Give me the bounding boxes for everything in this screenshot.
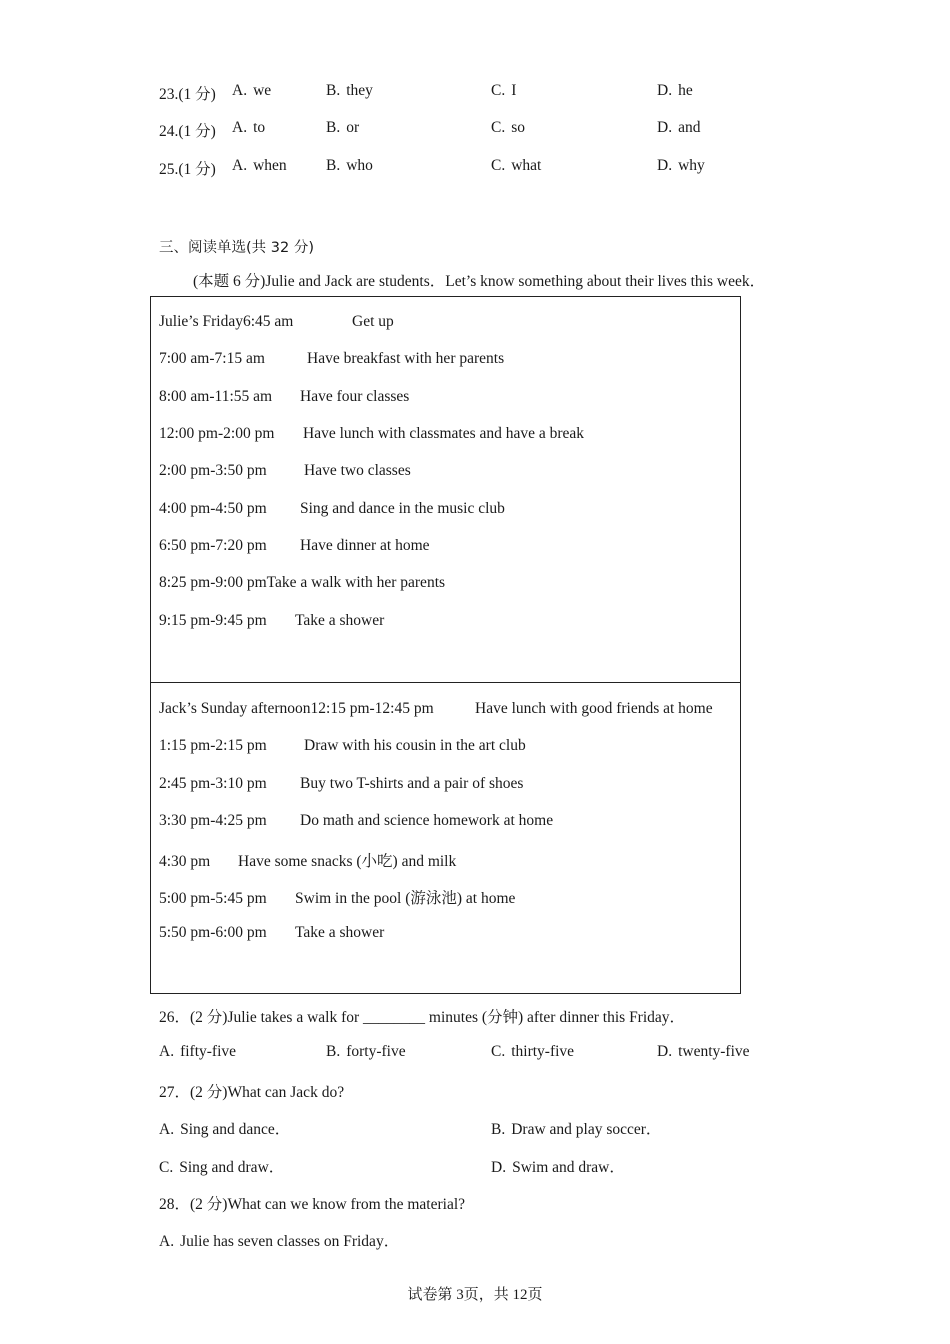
option-a[interactable]: A. we: [232, 82, 272, 99]
schedule-row: 7:00 am-7:15 am Have breakfast with her parents: [159, 350, 505, 367]
section-title: 三、阅读单选(共 32 分): [159, 240, 314, 256]
question-number: 23.(1 分): [159, 86, 216, 103]
option-c[interactable]: C. so: [491, 119, 526, 136]
option-c[interactable]: C. Sing and draw．: [159, 1159, 285, 1176]
schedule-row: 4:00 pm-4:50 pm Sing and dance in the music club: [159, 500, 505, 517]
schedule-row: 1:15 pm-2:15 pm Draw with his cousin in the art club: [159, 737, 526, 754]
schedule-row: 8:25 pm-9:00 pmTake a walk with her parents: [159, 574, 446, 591]
schedule-row: 8:00 am-11:55 am Have four classes: [159, 388, 410, 405]
schedule-row: 9:15 pm-9:45 pm Take a shower: [159, 612, 385, 629]
schedule-row: 4:30 pm Have some snacks (小吃) and milk: [159, 853, 457, 870]
page-footer: 试卷第 3页，共 12页: [407, 1287, 543, 1303]
option-a[interactable]: A. fifty-five: [159, 1043, 237, 1060]
schedule-row: Julie’s Friday6:45 am Get up: [159, 313, 394, 330]
schedule-row: Jack’s Sunday afternoon12:15 pm-12:45 pm Have lunch with good friends at home: [159, 700, 713, 717]
schedule-row: 5:50 pm-6:00 pm Take a shower: [159, 924, 385, 941]
question-number: 25.(1 分): [159, 161, 216, 178]
schedule-row: 2:45 pm-3:10 pm Buy two T-shirts and a pair of shoes: [159, 775, 524, 792]
question-number: 24.(1 分): [159, 123, 216, 140]
option-a[interactable]: A. Julie has seven classes on Friday．: [159, 1233, 400, 1250]
option-d[interactable]: D. twenty-five: [657, 1043, 750, 1060]
option-d[interactable]: D. he: [657, 82, 693, 99]
option-c[interactable]: C. thirty-five: [491, 1043, 575, 1060]
question-stem: 27．(2 分)What can Jack do?: [159, 1084, 345, 1101]
schedule-row: 2:00 pm-3:50 pm Have two classes: [159, 462, 411, 479]
option-d[interactable]: D. Swim and draw．: [491, 1159, 625, 1176]
option-d[interactable]: D. and: [657, 119, 701, 136]
question-stem: 28．(2 分)What can we know from the material?: [159, 1196, 466, 1213]
option-b[interactable]: B. they: [326, 82, 373, 99]
option-a[interactable]: A. when: [232, 157, 287, 174]
schedule-row: 12:00 pm-2:00 pm Have lunch with classmates and have a break: [159, 425, 585, 442]
option-b[interactable]: B. Draw and play soccer．: [491, 1121, 662, 1138]
table-divider: [150, 682, 741, 683]
option-c[interactable]: C. what: [491, 157, 542, 174]
option-b[interactable]: B. or: [326, 119, 360, 136]
question-stem: 26．(2 分)Julie takes a walk for ________ minutes (分钟) after dinner this Friday．: [159, 1009, 686, 1026]
option-a[interactable]: A. Sing and dance．: [159, 1121, 291, 1138]
option-b[interactable]: B. who: [326, 157, 373, 174]
schedule-row: 3:30 pm-4:25 pm Do math and science homework at home: [159, 812, 554, 829]
option-d[interactable]: D. why: [657, 157, 705, 174]
passage-intro: (本题 6 分)Julie and Jack are students．Let’s know something about their lives this week．: [193, 273, 766, 290]
schedule-row: 6:50 pm-7:20 pm Have dinner at home: [159, 537, 430, 554]
option-c[interactable]: C. I: [491, 82, 517, 99]
option-b[interactable]: B. forty-five: [326, 1043, 406, 1060]
option-a[interactable]: A. to: [232, 119, 266, 136]
schedule-row: 5:00 pm-5:45 pm Swim in the pool (游泳池) at home: [159, 890, 516, 907]
